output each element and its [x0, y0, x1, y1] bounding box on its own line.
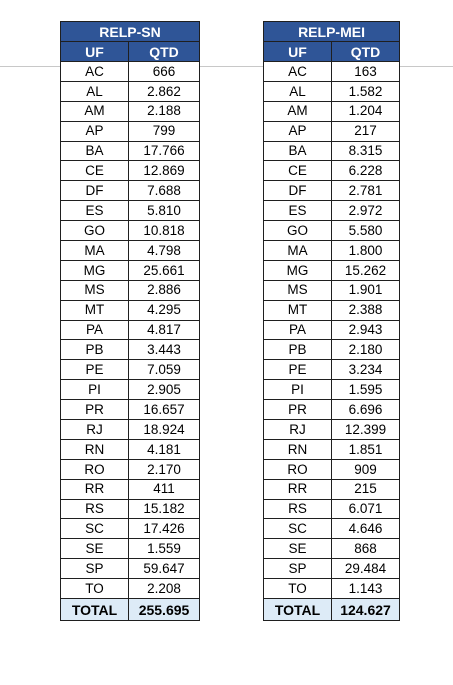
- uf-cell: RN: [61, 439, 129, 459]
- table-row: [264, 499, 400, 519]
- table-row: [264, 559, 400, 579]
- total-row: [61, 599, 200, 621]
- qtd-cell: 666: [129, 62, 200, 82]
- qtd-cell: 2.388: [332, 300, 400, 320]
- uf-cell: MT: [264, 300, 332, 320]
- uf-cell: RS: [264, 499, 332, 519]
- uf-cell: PR: [61, 400, 129, 420]
- total-value: 255.695: [129, 599, 200, 621]
- qtd-cell: 59.647: [129, 559, 200, 579]
- table-row: [61, 280, 200, 300]
- table-row: [264, 62, 400, 82]
- qtd-cell: 2.972: [332, 201, 400, 221]
- uf-cell: PB: [61, 340, 129, 360]
- table-row: [61, 81, 200, 101]
- table-row: [61, 499, 200, 519]
- uf-cell: RS: [61, 499, 129, 519]
- qtd-cell: 1.143: [332, 579, 400, 599]
- table-title: RELP-MEI: [264, 22, 400, 42]
- table-row: [264, 539, 400, 559]
- qtd-cell: 1.595: [332, 380, 400, 400]
- uf-cell: RR: [264, 479, 332, 499]
- qtd-cell: 12.869: [129, 161, 200, 181]
- uf-cell: RJ: [61, 420, 129, 440]
- table-row: [61, 101, 200, 121]
- table-row: [264, 459, 400, 479]
- table-row: [61, 260, 200, 280]
- uf-cell: PA: [61, 320, 129, 340]
- table-row: [264, 181, 400, 201]
- uf-cell: AP: [61, 121, 129, 141]
- uf-cell: MS: [61, 280, 129, 300]
- table-row: [264, 320, 400, 340]
- table-row: [264, 400, 400, 420]
- table-row: [61, 161, 200, 181]
- uf-cell: MG: [264, 260, 332, 280]
- total-value: 124.627: [332, 599, 400, 621]
- qtd-cell: 2.886: [129, 280, 200, 300]
- qtd-cell: 16.657: [129, 400, 200, 420]
- qtd-cell: 4.646: [332, 519, 400, 539]
- table-row: [264, 300, 400, 320]
- qtd-cell: 2.188: [129, 101, 200, 121]
- table-row: [61, 340, 200, 360]
- qtd-cell: 4.181: [129, 439, 200, 459]
- uf-cell: PA: [264, 320, 332, 340]
- qtd-cell: 6.696: [332, 400, 400, 420]
- uf-cell: AL: [264, 81, 332, 101]
- relp-mei-table: [263, 21, 400, 621]
- table-title: RELP-SN: [61, 22, 200, 42]
- table-row: [61, 62, 200, 82]
- uf-cell: DF: [61, 181, 129, 201]
- table-row: [264, 81, 400, 101]
- qtd-cell: 2.905: [129, 380, 200, 400]
- qtd-cell: 1.800: [332, 241, 400, 261]
- uf-cell: ES: [264, 201, 332, 221]
- column-header-qtd: QTD: [129, 42, 200, 62]
- qtd-cell: 8.315: [332, 141, 400, 161]
- table-row: [61, 519, 200, 539]
- table-row: [61, 360, 200, 380]
- total-label: TOTAL: [61, 599, 129, 621]
- qtd-cell: 7.059: [129, 360, 200, 380]
- table-row: [61, 201, 200, 221]
- table-row: [61, 181, 200, 201]
- uf-cell: SE: [264, 539, 332, 559]
- uf-cell: PE: [61, 360, 129, 380]
- table-row: [61, 459, 200, 479]
- table-row: [264, 241, 400, 261]
- uf-cell: ES: [61, 201, 129, 221]
- qtd-cell: 5.580: [332, 221, 400, 241]
- uf-cell: BA: [264, 141, 332, 161]
- uf-cell: CE: [264, 161, 332, 181]
- qtd-cell: 2.180: [332, 340, 400, 360]
- uf-cell: MA: [61, 241, 129, 261]
- table-row: [61, 539, 200, 559]
- uf-cell: MG: [61, 260, 129, 280]
- uf-cell: AC: [264, 62, 332, 82]
- table-row: [61, 141, 200, 161]
- uf-cell: SP: [61, 559, 129, 579]
- table-row: [61, 479, 200, 499]
- uf-cell: PB: [264, 340, 332, 360]
- qtd-cell: 6.228: [332, 161, 400, 181]
- column-header-qtd: QTD: [332, 42, 400, 62]
- qtd-cell: 18.924: [129, 420, 200, 440]
- qtd-cell: 1.559: [129, 539, 200, 559]
- table-row: [264, 360, 400, 380]
- qtd-cell: 868: [332, 539, 400, 559]
- qtd-cell: 10.818: [129, 221, 200, 241]
- uf-cell: AL: [61, 81, 129, 101]
- table-row: [61, 420, 200, 440]
- table-row: [264, 121, 400, 141]
- column-header-uf: UF: [264, 42, 332, 62]
- table-row: [264, 479, 400, 499]
- uf-cell: RR: [61, 479, 129, 499]
- qtd-cell: 1.901: [332, 280, 400, 300]
- uf-cell: SC: [264, 519, 332, 539]
- table-row: [264, 161, 400, 181]
- table-row: [61, 121, 200, 141]
- qtd-cell: 799: [129, 121, 200, 141]
- uf-cell: RO: [264, 459, 332, 479]
- qtd-cell: 25.661: [129, 260, 200, 280]
- uf-cell: PR: [264, 400, 332, 420]
- table-row: [264, 280, 400, 300]
- qtd-cell: 6.071: [332, 499, 400, 519]
- table-row: [264, 260, 400, 280]
- qtd-cell: 4.798: [129, 241, 200, 261]
- qtd-cell: 217: [332, 121, 400, 141]
- qtd-cell: 215: [332, 479, 400, 499]
- uf-cell: TO: [61, 579, 129, 599]
- uf-cell: SE: [61, 539, 129, 559]
- table-row: [61, 320, 200, 340]
- qtd-cell: 1.582: [332, 81, 400, 101]
- column-header-uf: UF: [61, 42, 129, 62]
- table-row: [264, 340, 400, 360]
- table-row: [61, 221, 200, 241]
- qtd-cell: 5.810: [129, 201, 200, 221]
- qtd-cell: 909: [332, 459, 400, 479]
- qtd-cell: 2.208: [129, 579, 200, 599]
- uf-cell: GO: [61, 221, 129, 241]
- uf-cell: MA: [264, 241, 332, 261]
- table-row: [264, 579, 400, 599]
- table-row: [61, 559, 200, 579]
- qtd-cell: 3.443: [129, 340, 200, 360]
- uf-cell: RO: [61, 459, 129, 479]
- table-row: [264, 439, 400, 459]
- qtd-cell: 163: [332, 62, 400, 82]
- uf-cell: PI: [264, 380, 332, 400]
- total-row: [264, 599, 400, 621]
- table-row: [61, 241, 200, 261]
- qtd-cell: 15.262: [332, 260, 400, 280]
- table-row: [61, 300, 200, 320]
- uf-cell: DF: [264, 181, 332, 201]
- qtd-cell: 2.862: [129, 81, 200, 101]
- qtd-cell: 15.182: [129, 499, 200, 519]
- uf-cell: TO: [264, 579, 332, 599]
- qtd-cell: 4.817: [129, 320, 200, 340]
- uf-cell: MT: [61, 300, 129, 320]
- relp-sn-table: [60, 21, 200, 621]
- uf-cell: CE: [61, 161, 129, 181]
- table-row: [264, 201, 400, 221]
- uf-cell: AP: [264, 121, 332, 141]
- qtd-cell: 411: [129, 479, 200, 499]
- uf-cell: SC: [61, 519, 129, 539]
- qtd-cell: 7.688: [129, 181, 200, 201]
- uf-cell: RJ: [264, 420, 332, 440]
- qtd-cell: 12.399: [332, 420, 400, 440]
- qtd-cell: 3.234: [332, 360, 400, 380]
- qtd-cell: 1.851: [332, 439, 400, 459]
- qtd-cell: 17.766: [129, 141, 200, 161]
- qtd-cell: 2.943: [332, 320, 400, 340]
- uf-cell: AM: [264, 101, 332, 121]
- uf-cell: GO: [264, 221, 332, 241]
- table-row: [61, 400, 200, 420]
- total-label: TOTAL: [264, 599, 332, 621]
- table-row: [264, 141, 400, 161]
- qtd-cell: 1.204: [332, 101, 400, 121]
- uf-cell: MS: [264, 280, 332, 300]
- table-row: [264, 221, 400, 241]
- uf-cell: AM: [61, 101, 129, 121]
- uf-cell: RN: [264, 439, 332, 459]
- table-row: [264, 380, 400, 400]
- qtd-cell: 4.295: [129, 300, 200, 320]
- uf-cell: PI: [61, 380, 129, 400]
- table-row: [61, 579, 200, 599]
- uf-cell: PE: [264, 360, 332, 380]
- qtd-cell: 29.484: [332, 559, 400, 579]
- uf-cell: AC: [61, 62, 129, 82]
- table-row: [61, 439, 200, 459]
- qtd-cell: 2.170: [129, 459, 200, 479]
- uf-cell: BA: [61, 141, 129, 161]
- qtd-cell: 17.426: [129, 519, 200, 539]
- qtd-cell: 2.781: [332, 181, 400, 201]
- table-row: [264, 101, 400, 121]
- table-row: [264, 519, 400, 539]
- table-row: [61, 380, 200, 400]
- table-row: [264, 420, 400, 440]
- uf-cell: SP: [264, 559, 332, 579]
